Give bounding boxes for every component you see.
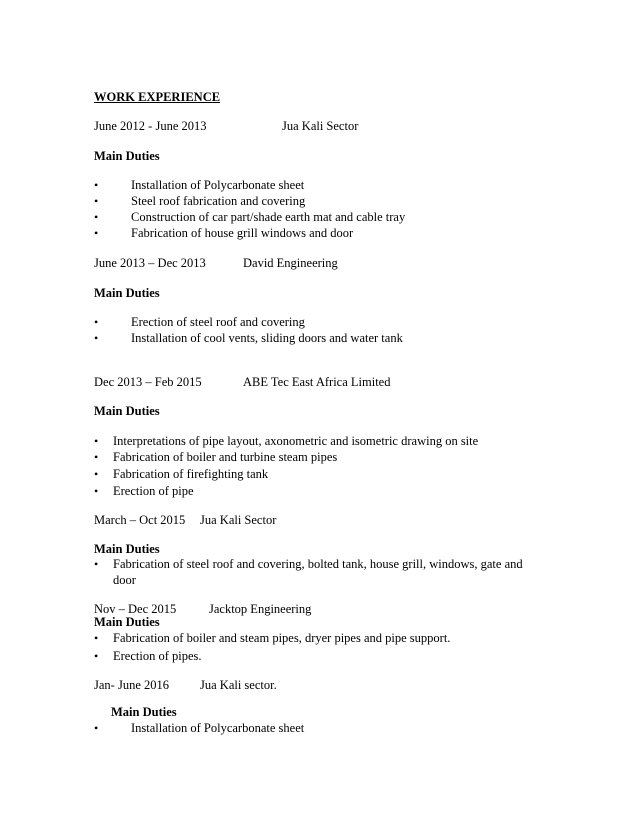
job-1-dates: June 2012 - June 2013 [94, 119, 207, 133]
job-1-duties-heading: Main Duties [94, 149, 160, 163]
job-5-dates: Nov – Dec 2015 [94, 602, 177, 616]
job-2-duties-heading: Main Duties [94, 286, 160, 300]
job-4-dates: March – Oct 2015 [94, 513, 186, 527]
bullet-icon: • [94, 315, 99, 329]
job-3-duties-heading: Main Duties [94, 404, 160, 418]
job-2-duty-1: Erection of steel roof and covering [131, 315, 305, 329]
job-6-company: Jua Kali sector. [200, 678, 277, 692]
job-2-dates: June 2013 – Dec 2013 [94, 256, 206, 270]
job-1-company: Jua Kali Sector [282, 119, 359, 133]
job-3-duty-4: Erection of pipe [113, 484, 194, 498]
job-4-duties-heading: Main Duties [94, 542, 160, 556]
job-3-company: ABE Tec East Africa Limited [243, 375, 391, 389]
job-6-duty-1: Installation of Polycarbonate sheet [131, 721, 305, 735]
bullet-icon: • [94, 210, 99, 224]
job-2-duty-2: Installation of cool vents, sliding doors and water tank [131, 331, 403, 345]
bullet-icon: • [94, 484, 99, 498]
bullet-icon: • [94, 226, 99, 240]
job-6-dates: Jan- June 2016 [94, 678, 169, 692]
bullet-icon: • [94, 721, 99, 735]
job-3-dates: Dec 2013 – Feb 2015 [94, 375, 202, 389]
section-heading: WORK EXPERIENCE [94, 90, 221, 104]
job-5-duties-heading: Main Duties [94, 615, 160, 629]
bullet-icon: • [94, 467, 99, 481]
job-2-company: David Engineering [243, 256, 338, 270]
job-1-duty-4: Fabrication of house grill windows and door [131, 226, 354, 240]
bullet-icon: • [94, 450, 99, 464]
bullet-icon: • [94, 331, 99, 345]
bullet-icon: • [94, 631, 99, 645]
job-5-duty-1: Fabrication of boiler and steam pipes, dryer pipes and pipe support. [113, 631, 451, 645]
job-4-duty-1: Fabrication of steel roof and covering, bolted tank, house grill, windows, gate and [113, 557, 523, 571]
job-4-duty-1-continued: door [113, 573, 136, 587]
bullet-icon: • [94, 178, 99, 192]
job-1-duty-2: Steel roof fabrication and covering [131, 194, 306, 208]
job-5-duty-2: Erection of pipes. [113, 649, 202, 663]
bullet-icon: • [94, 649, 99, 663]
job-3-duty-1: Interpretations of pipe layout, axonometric and isometric drawing on site [113, 434, 479, 448]
job-3-duty-2: Fabrication of boiler and turbine steam pipes [113, 450, 338, 464]
job-5-company: Jacktop Engineering [209, 602, 312, 616]
bullet-icon: • [94, 194, 99, 208]
job-4-company: Jua Kali Sector [200, 513, 277, 527]
bullet-icon: • [94, 434, 99, 448]
job-1-duty-1: Installation of Polycarbonate sheet [131, 178, 305, 192]
job-3-duty-3: Fabrication of firefighting tank [113, 467, 269, 481]
bullet-icon: • [94, 557, 99, 571]
job-6-duties-heading: Main Duties [111, 705, 177, 719]
job-1-duty-3: Construction of car part/shade earth mat and cable tray [131, 210, 406, 224]
